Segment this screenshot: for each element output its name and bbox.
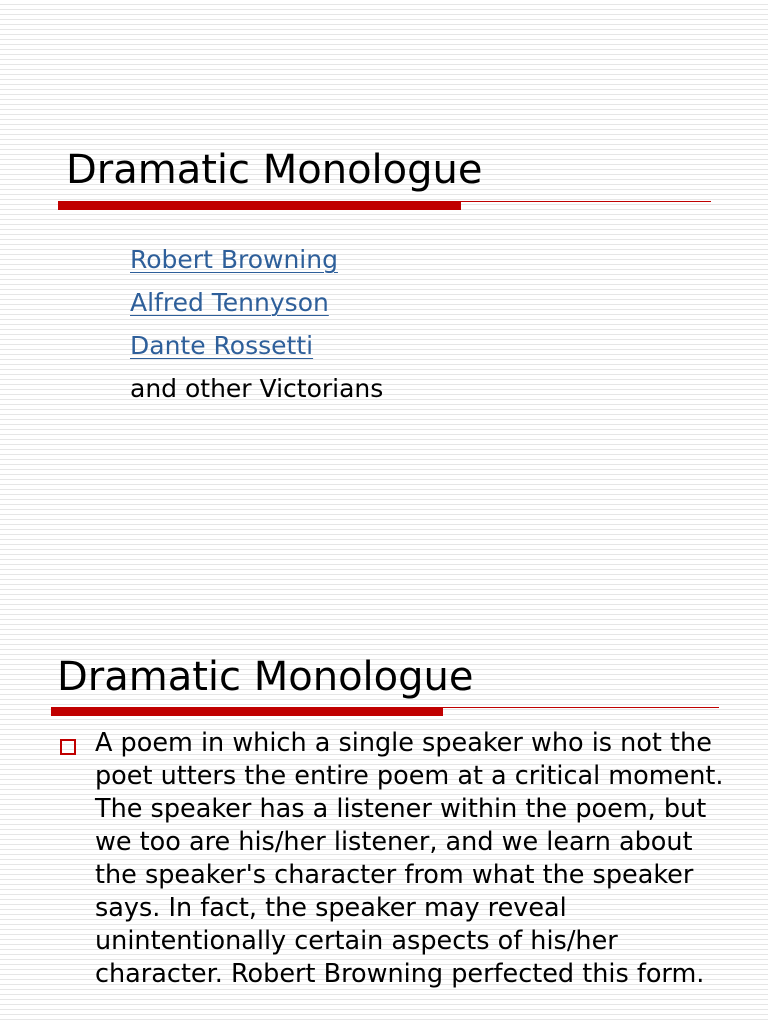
list-item <box>130 324 383 367</box>
title-underline-thick <box>51 708 443 716</box>
slide-title: Dramatic Monologue <box>66 147 483 193</box>
hollow-square-bullet-icon <box>60 739 76 755</box>
list-item <box>130 238 383 281</box>
list-item <box>130 281 383 324</box>
other-victorians-text: and other Victorians <box>130 374 384 403</box>
list-item <box>130 367 383 410</box>
slide-2 <box>0 512 768 1024</box>
author-link-alfred-tennyson[interactable]: Alfred Tennyson <box>130 288 329 317</box>
author-link-robert-browning[interactable]: Robert Browning <box>130 245 338 274</box>
definition-text: A poem in which a single speaker who is not the poet utters the entire poem at a critical moment. The speaker has a listener within the poem, but we too are his/her listener, and we learn about the speaker's character from what the speaker says. In fact, the speaker may reveal unintentionally certain aspects of his/her character. Robert Browning perfected this form. <box>95 728 724 989</box>
author-link-dante-rossetti[interactable]: Dante Rossetti <box>130 331 314 360</box>
title-underline-thick <box>58 202 461 210</box>
author-list <box>130 238 383 410</box>
slide-title: Dramatic Monologue <box>57 654 474 700</box>
